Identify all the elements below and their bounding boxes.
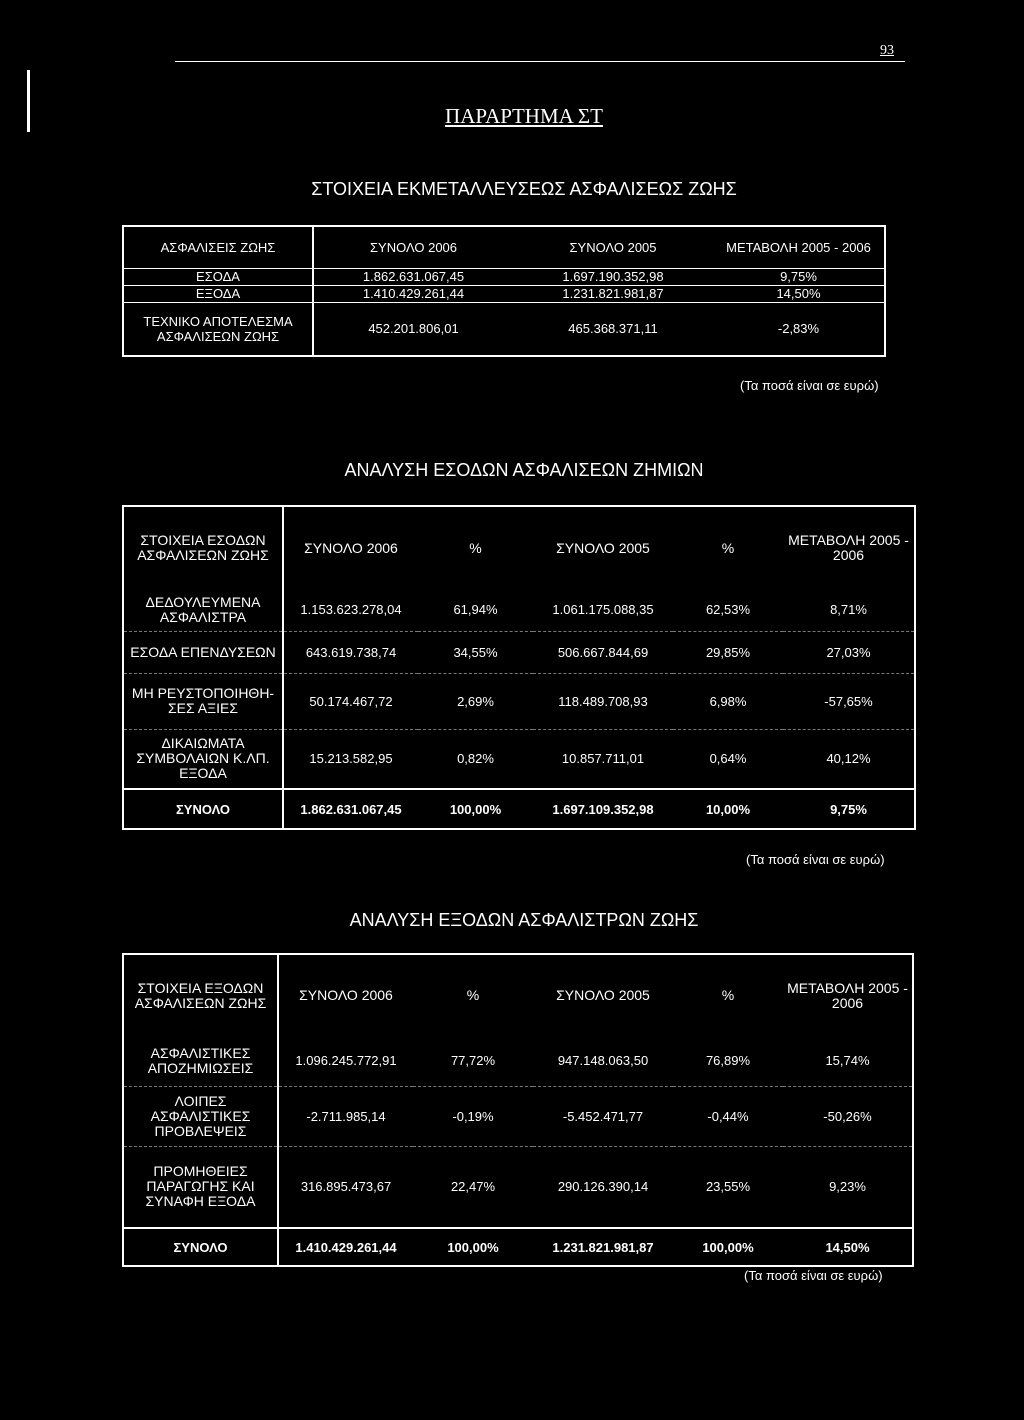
percent-2006: 22,47% — [450, 1179, 496, 1195]
value-2006: 1.410.429.261,44 — [278, 1228, 413, 1266]
percent-2006: 61,94% — [418, 589, 533, 631]
header-cell: ΣΥΝΟΛΟ 2006 — [313, 226, 513, 268]
value-change: -2,83% — [713, 302, 885, 356]
value-2006: 1.862.631.067,45 — [283, 789, 418, 829]
currency-note: (Τα ποσά είναι σε ευρώ) — [740, 378, 879, 393]
value-change: -50,26% — [783, 1086, 913, 1146]
value-change: 14,50% — [783, 1228, 913, 1266]
header-cell: ΣΥΝΟΛΟ 2006 — [304, 539, 398, 556]
value-2006: 15.213.582,95 — [309, 751, 393, 767]
percent-2005: 6,98% — [673, 673, 783, 729]
table-row — [123, 268, 885, 285]
row-label: ΜΗ ΡΕΥΣΤΟΠΟΙΗΘΗ-ΣΕΣ ΑΞΙΕΣ — [123, 673, 283, 729]
total-row — [123, 1228, 913, 1266]
value-2005: 465.368.371,11 — [513, 302, 713, 356]
percent-2005: 10,00% — [673, 789, 783, 829]
value-2006: 643.619.738,74 — [283, 631, 418, 673]
value-change: 9,75% — [713, 268, 885, 285]
value-2005: 506.667.844,69 — [533, 631, 673, 673]
appendix-title: ΠΑΡΑΡΤΗΜΑ ΣΤ — [445, 104, 603, 128]
row-label: ΕΣΟΔΑ — [123, 268, 313, 285]
value-change: 9,75% — [783, 789, 915, 829]
header-cell: % — [466, 987, 480, 1003]
value-2006: 1.862.631.067,45 — [313, 268, 513, 285]
row-label: ΣΥΝΟΛΟ — [123, 789, 283, 829]
value-2006: -2.711.985,14 — [278, 1086, 413, 1146]
value-2005: 1.231.821.981,87 — [513, 285, 713, 302]
value-2005: 1.697.109.352,98 — [533, 789, 673, 829]
top-rule — [175, 61, 905, 62]
row-label: ΔΙΚΑΙΩΜΑΤΑ ΣΥΜΒΟΛΑΙΩΝ Κ.ΛΠ. ΕΞΟΔΑ — [123, 729, 283, 789]
value-2005: 1.061.175.088,35 — [533, 589, 673, 631]
value-2006: 452.201.806,01 — [313, 302, 513, 356]
row-label: ΣΥΝΟΛΟ — [123, 1228, 278, 1266]
header-cell: ΣΤΟΙΧΕΙΑ ΕΣΟΔΩΝ ΑΣΦΑΛΙΣΕΩΝ ΖΩΗΣ — [123, 506, 283, 589]
value-2006: 1.096.245.772,91 — [278, 1036, 413, 1086]
value-change: 14,50% — [713, 285, 885, 302]
value-change: 27,03% — [783, 631, 915, 673]
value-2006: 50.174.467,72 — [283, 673, 418, 729]
header-cell: ΣΥΝΟΛΟ 2005 — [556, 987, 650, 1003]
value-2005: 947.148.063,50 — [533, 1036, 673, 1086]
percent-2005: 0,64% — [709, 751, 747, 767]
row-label: ΑΣΦΑΛΙΣΤΙΚΕΣ ΑΠΟΖΗΜΙΩΣΕΙΣ — [123, 1036, 278, 1086]
header-cell: % — [721, 539, 735, 556]
percent-2005: -0,44% — [673, 1086, 783, 1146]
percent-2005: 23,55% — [705, 1179, 751, 1195]
table-row — [123, 1146, 913, 1228]
life-insurance-operations-table — [122, 225, 886, 357]
table-row — [123, 673, 915, 729]
table-row — [123, 729, 915, 789]
percent-2006: -0,19% — [413, 1086, 533, 1146]
value-change: 9,23% — [829, 1179, 866, 1195]
percent-2006: 100,00% — [413, 1228, 533, 1266]
row-label: ΛΟΙΠΕΣ ΑΣΦΑΛΙΣΤΙΚΕΣ ΠΡΟΒΛΕΨΕΙΣ — [123, 1086, 278, 1146]
header-cell: ΣΥΝΟΛΟ 2005 — [556, 539, 650, 556]
header-cell: ΜΕΤΑΒΟΛΗ 2005 - 2006 — [787, 979, 908, 1011]
table-row — [123, 631, 915, 673]
table-row — [123, 1036, 913, 1086]
value-2005: -5.452.471,77 — [533, 1086, 673, 1146]
page-number: 93 — [880, 43, 894, 58]
value-2005: 290.126.390,14 — [557, 1179, 649, 1195]
header-cell: % — [721, 987, 735, 1003]
percent-2006: 0,82% — [457, 751, 494, 767]
currency-note: (Τα ποσά είναι σε ευρώ) — [744, 1268, 883, 1283]
table-row — [123, 1086, 913, 1146]
value-2006: 316.895.473,67 — [300, 1179, 392, 1195]
header-cell: % — [469, 539, 482, 556]
row-label: ΠΡΟΜΗΘΕΙΕΣ ΠΑΡΑΓΩΓΗΣ ΚΑΙ ΣΥΝΑΦΗ ΕΞΟΔΑ — [123, 1146, 278, 1228]
income-analysis-table — [122, 505, 916, 830]
value-2005: 1.231.821.981,87 — [533, 1228, 673, 1266]
table-row — [123, 285, 885, 302]
header-cell: ΣΥΝΟΛΟ 2005 — [513, 226, 713, 268]
value-change: 40,12% — [826, 751, 871, 767]
percent-2006: 2,69% — [418, 673, 533, 729]
header-cell: ΑΣΦΑΛΙΣΕΙΣ ΖΩΗΣ — [123, 226, 313, 268]
percent-2005: 29,85% — [673, 631, 783, 673]
table-row — [123, 589, 915, 631]
value-2006: 1.153.623.278,04 — [283, 589, 418, 631]
value-2005: 10.857.711,01 — [561, 751, 645, 767]
percent-2005: 76,89% — [673, 1036, 783, 1086]
header-cell: ΣΥΝΟΛΟ 2006 — [299, 987, 393, 1003]
header-cell: ΣΤΟΙΧΕΙΑ ΕΞΟΔΩΝ ΑΣΦΑΛΙΣΕΩΝ ΖΩΗΣ — [123, 954, 278, 1036]
expense-analysis-table — [122, 953, 914, 1267]
value-change: -57,65% — [783, 673, 915, 729]
section3-title: ΑΝΑΛΥΣΗ ΕΞΟΔΩΝ ΑΣΦΑΛΙΣΤΡΩΝ ΖΩΗΣ — [349, 910, 699, 930]
section2-title: ΑΝΑΛΥΣΗ ΕΣΟΔΩΝ ΑΣΦΑΛΙΣΕΩΝ ΖΗΜΙΩΝ — [344, 460, 704, 480]
percent-2006: 77,72% — [413, 1036, 533, 1086]
currency-note: (Τα ποσά είναι σε ευρώ) — [746, 852, 885, 867]
percent-2005: 62,53% — [673, 589, 783, 631]
header-cell: ΜΕΤΑΒΟΛΗ 2005 - 2006 — [788, 532, 909, 563]
percent-2006: 34,55% — [418, 631, 533, 673]
row-label: ΔΕΔΟΥΛΕΥΜΕΝΑ ΑΣΦΑΛΙΣΤΡΑ — [123, 589, 283, 631]
value-change: 8,71% — [783, 589, 915, 631]
row-label: ΤΕΧΝΙΚΟ ΑΠΟΤΕΛΕΣΜΑ ΑΣΦΑΛΙΣΕΩΝ ΖΩΗΣ — [123, 302, 313, 356]
value-change: 15,74% — [783, 1036, 913, 1086]
row-label: ΕΣΟΔΑ ΕΠΕΝΔΥΣΕΩΝ — [123, 631, 283, 673]
total-row — [123, 789, 915, 829]
table-row — [123, 302, 885, 356]
percent-2006: 100,00% — [418, 789, 533, 829]
percent-2005: 100,00% — [673, 1228, 783, 1266]
value-2005: 118.489.708,93 — [533, 673, 673, 729]
value-2006: 1.410.429.261,44 — [313, 285, 513, 302]
header-cell: ΜΕΤΑΒΟΛΗ 2005 - 2006 — [713, 226, 885, 268]
row-label: ΕΞΟΔΑ — [123, 285, 313, 302]
value-2005: 1.697.190.352,98 — [513, 268, 713, 285]
section1-title: ΣΤΟΙΧΕΙΑ ΕΚΜΕΤΑΛΛΕΥΣΕΩΣ ΑΣΦΑΛΙΣΕΩΣ ΖΩΗΣ — [311, 179, 737, 199]
